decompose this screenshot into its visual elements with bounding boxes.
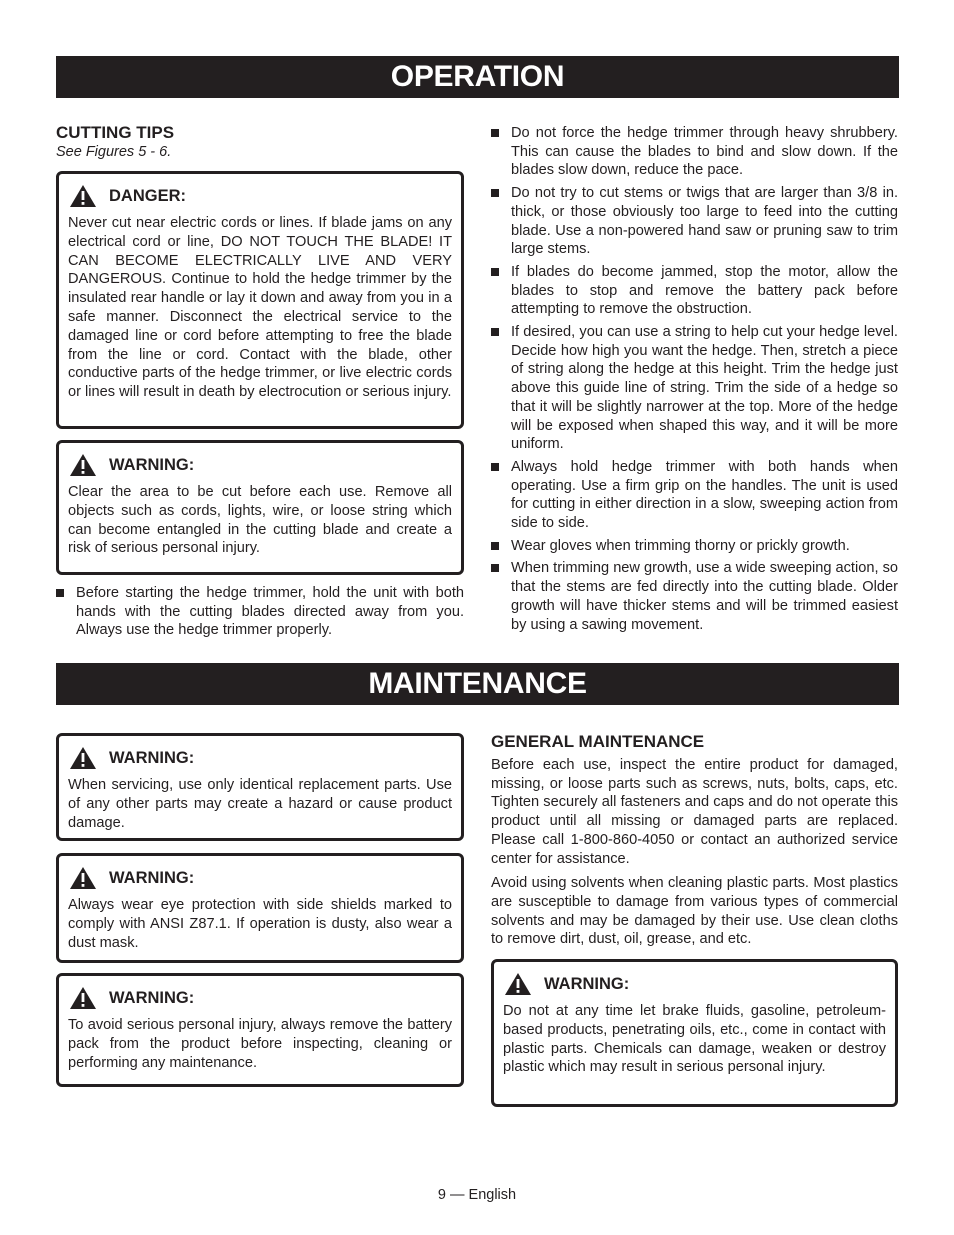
see-figures-note: See Figures 5 - 6. [56, 144, 172, 160]
warning-title: WARNING: [109, 868, 195, 887]
warning-box-chemicals [491, 959, 898, 1107]
warning-box-battery-pack [56, 973, 464, 1087]
general-maintenance-heading: GENERAL MAINTENANCE [491, 732, 705, 751]
list-item: When trimming new growth, use a wide sweeping action, so that the stems are fed directly into the cutting blade. Older growth will have thicker stems and will be trimmed easiest by using a sawing movement. [491, 559, 898, 634]
warning-box-header [69, 453, 452, 477]
warning-box-eye-protection [56, 853, 464, 963]
warning-text: Do not at any time let brake fluids, gasoline, petroleum-based products, penetrating oils, etc., come in contact with plastic parts. Chemicals can damage, weaken or destroy plastic which may result in serious personal injury. [503, 1003, 886, 1076]
bullet-square-icon [491, 268, 499, 276]
warning-text: To avoid serious personal injury, always remove the battery pack from the product before inspecting, cleaning or performing any maintenance. [68, 1017, 452, 1071]
operation-banner: OPERATION [56, 56, 899, 98]
right-bullet-list [491, 124, 898, 638]
left-bullet-list [56, 584, 464, 644]
bullet-square-icon [491, 564, 499, 572]
bullet-square-icon [491, 328, 499, 336]
warning-box-header [69, 866, 452, 890]
warning-text: Clear the area to be cut before each use. Remove all objects such as cords, lights, wire, or loose string which can become entangled in the cutting blade and create a risk of serious personal injury. [68, 484, 452, 557]
general-maintenance-section [491, 732, 898, 955]
warning-box-header [69, 746, 452, 770]
warning-title: WARNING: [109, 988, 195, 1007]
warning-title: WARNING: [109, 455, 195, 474]
warning-triangle-icon [504, 972, 532, 996]
warning-triangle-icon [69, 453, 97, 477]
bullet-square-icon [491, 129, 499, 137]
warning-text: Always wear eye protection with side shields marked to comply with ANSI Z87.1. If operation is dusty, also wear a dust mask. [68, 897, 452, 951]
warning-box-header [504, 972, 886, 996]
list-item: Wear gloves when trimming thorny or prickly growth. [491, 537, 898, 556]
cutting-tips-heading: CUTTING TIPS [56, 123, 175, 142]
list-item: Do not try to cut stems or twigs that are larger than 3/8 in. thick, or those obviously too large to feed into the cutting blade. Use a non-powered hand saw or pruning saw to trim large stems. [491, 184, 898, 259]
warning-triangle-icon [69, 866, 97, 890]
list-item: If blades do become jammed, stop the motor, allow the blades to stop and remove the battery pack before attempting to remove the obstruction. [491, 263, 898, 319]
warning-triangle-icon [69, 986, 97, 1010]
maintenance-banner: MAINTENANCE [56, 663, 899, 705]
list-item: If desired, you can use a string to help cut your hedge level. Decide how high you want the hedge. Then, stretch a piece of string along the hedge at this height. Trim the hedge just above this guide line of string. Trim the side of a hedge so that it will be slightly narrower at the top. More of the hedge will be exposed when shaped this way, and it will be more uniform. [491, 323, 898, 454]
warning-text: When servicing, use only identical replacement parts. Use of any other parts may create a hazard or cause product damage. [68, 777, 452, 831]
bullet-square-icon [491, 542, 499, 550]
warning-box-replacement-parts [56, 733, 464, 841]
danger-box [56, 171, 464, 429]
list-item: Always hold hedge trimmer with both hands when operating. Use a firm grip on the handles. The unit is used for cutting in either direction in a slow, sweeping action from side to side. [491, 458, 898, 533]
warning-title: WARNING: [109, 748, 195, 767]
bullet-square-icon [56, 589, 64, 597]
danger-text: Never cut near electric cords or lines. If blade jams on any electrical cord or line, DO NOT TOUCH THE BLADE! IT CAN BECOME ELECTRICALLY LIVE AND VERY DANGEROUS. Continue to hold the hedge trimmer by the insulated rear handle or lay it down and away from you in a safe manner. Disconnect the electrical service to the damaged line or cord before attempting to free the blade from the line or cord. Contact with the blade, other conductive parts of the hedge trimmer, or live electric cords or lines will result in death by electrocution or serious injury. [68, 215, 452, 401]
warning-triangle-icon [69, 184, 97, 208]
warning-triangle-icon [69, 746, 97, 770]
warning-box-clear-area [56, 440, 464, 575]
warning-title: WARNING: [544, 974, 630, 993]
bullet-square-icon [491, 189, 499, 197]
general-maintenance-paragraph-2: Avoid using solvents when cleaning plastic parts. Most plastics are susceptible to damage from various types of commercial solvents and may be damaged by their use. Use clean cloths to remove dirt, dust, oil, grease, and etc. [491, 875, 898, 948]
danger-box-header [69, 184, 452, 208]
list-item: Do not force the hedge trimmer through heavy shrubbery. This can cause the blades to bind and slow down. If the blades slow down, reduce the pace. [491, 124, 898, 180]
bullet-square-icon [491, 463, 499, 471]
general-maintenance-paragraph-1: Before each use, inspect the entire product for damaged, missing, or loose parts such as screws, nuts, bolts, caps, etc. Tighten securely all fasteners and caps and do not operate this product until all missing or damaged parts are replaced. Please call 1-800-860-4050 or contact an authorized service center for assistance. [491, 757, 898, 867]
danger-title: DANGER: [109, 186, 186, 205]
warning-box-header [69, 986, 452, 1010]
cutting-tips-section [56, 123, 464, 161]
page-footer: 9 — English [437, 1187, 517, 1203]
list-item: Before starting the hedge trimmer, hold the unit with both hands with the cutting blades directed away from you. Always use the hedge trimmer properly. [56, 584, 464, 640]
